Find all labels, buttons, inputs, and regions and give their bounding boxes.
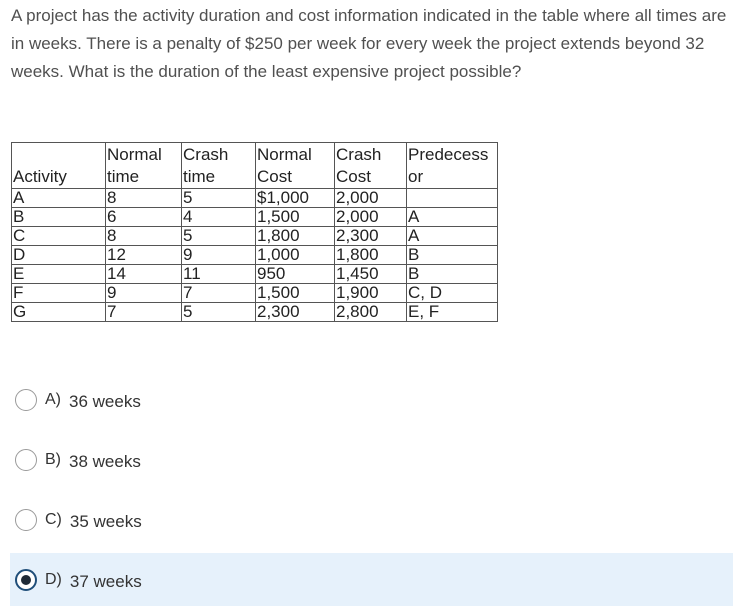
radio-button-icon[interactable] — [15, 449, 37, 471]
table-cell: D — [12, 246, 106, 265]
table-row — [12, 303, 498, 322]
header-cell: Normal Cost — [256, 143, 335, 189]
table-cell: 5 — [182, 303, 256, 322]
question-text: A project has the activity duration and cost information indicated in the table where all times are in weeks. There is a penalty of $250 per week for every week the project extends beyond 32 weeks. What is the duration of the least expensive project possible? — [11, 6, 727, 81]
table-cell: 12 — [106, 246, 182, 265]
option-text: 38 weeks — [69, 451, 141, 471]
option-letter: B) — [45, 450, 61, 468]
table-row — [12, 284, 498, 303]
table-cell: 4 — [182, 208, 256, 227]
table-cell — [407, 189, 498, 208]
table-cell: 11 — [182, 265, 256, 284]
table-cell: F — [12, 284, 106, 303]
table-cell: E — [12, 265, 106, 284]
table-cell: 7 — [182, 284, 256, 303]
table-cell: 2,000 — [335, 208, 407, 227]
table-row — [12, 227, 498, 246]
header-cell: Activity — [12, 143, 106, 189]
table-cell: 2,300 — [256, 303, 335, 322]
table-cell: 1,500 — [256, 208, 335, 227]
table-cell: 2,000 — [335, 189, 407, 208]
table-cell: 7 — [106, 303, 182, 322]
table-cell: G — [12, 303, 106, 322]
activity-table — [11, 142, 498, 322]
table-cell: 8 — [106, 189, 182, 208]
radio-button-icon[interactable] — [15, 389, 37, 411]
table-cell: B — [12, 208, 106, 227]
table-cell: 9 — [182, 246, 256, 265]
radio-button-icon[interactable] — [15, 569, 37, 591]
table-row — [12, 189, 498, 208]
answer-option-b[interactable] — [10, 433, 733, 486]
table-cell: 950 — [256, 265, 335, 284]
table-row — [12, 265, 498, 284]
table-row — [12, 208, 498, 227]
header-cell: Normal time — [106, 143, 182, 189]
table-cell: A — [407, 227, 498, 246]
option-letter: C) — [45, 510, 62, 528]
table-cell: $1,000 — [256, 189, 335, 208]
answer-option-a[interactable] — [10, 373, 733, 426]
table-cell: 8 — [106, 227, 182, 246]
table-header-row — [12, 143, 498, 189]
table-cell: 5 — [182, 227, 256, 246]
table-cell: 1,800 — [256, 227, 335, 246]
table-cell: 14 — [106, 265, 182, 284]
header-cell: Predecess or — [407, 143, 498, 189]
table-cell: 1,900 — [335, 284, 407, 303]
table-cell: 1,000 — [256, 246, 335, 265]
radio-button-icon[interactable] — [15, 509, 37, 531]
option-text: 35 weeks — [69, 511, 142, 531]
option-letter: D) — [45, 570, 62, 588]
table-cell: 9 — [106, 284, 182, 303]
table-cell: 1,800 — [335, 246, 407, 265]
header-cell: Crash Cost — [335, 143, 407, 189]
option-text: 36 weeks — [69, 391, 141, 411]
header-cell: Crash time — [182, 143, 256, 189]
table-cell: 2,800 — [335, 303, 407, 322]
table-cell: E, F — [407, 303, 498, 322]
table-cell: A — [12, 189, 106, 208]
table-cell: 1,450 — [335, 265, 407, 284]
table-cell: B — [407, 246, 498, 265]
answer-option-c[interactable] — [10, 493, 733, 546]
option-letter: A) — [45, 390, 61, 408]
option-text: 37 weeks — [69, 571, 142, 591]
table-cell: 6 — [106, 208, 182, 227]
table-cell: C — [12, 227, 106, 246]
table-cell: 2,300 — [335, 227, 407, 246]
table-row — [12, 246, 498, 265]
answer-option-d[interactable] — [10, 553, 733, 606]
table-cell: 1,500 — [256, 284, 335, 303]
table-cell: A — [407, 208, 498, 227]
table-cell: B — [407, 265, 498, 284]
table-cell: C, D — [407, 284, 498, 303]
table-cell: 5 — [182, 189, 256, 208]
